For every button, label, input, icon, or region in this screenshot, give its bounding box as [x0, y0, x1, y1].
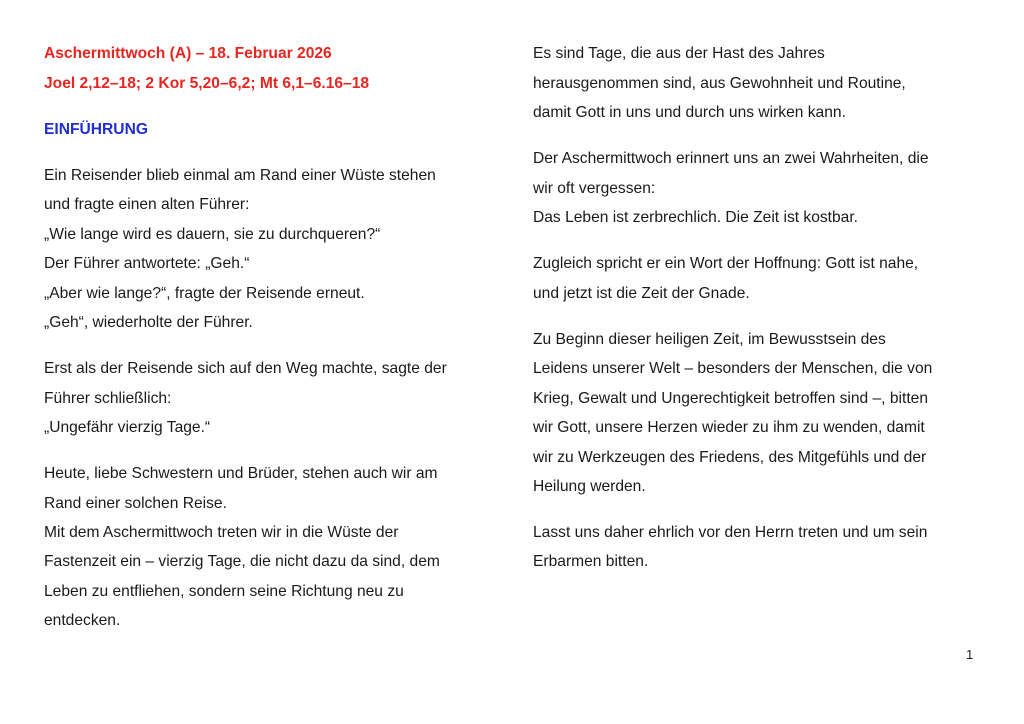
text-line: „Geh“, wiederholte der Führer.	[44, 314, 253, 331]
text-line: herausgenommen sind, aus Gewohnheit und Routine,	[533, 75, 906, 92]
text-line: Fastenzeit ein – vierzig Tage, die nicht dazu da sind, dem	[44, 553, 440, 570]
text-line: Leidens unserer Welt – besonders der Menschen, die von	[533, 360, 933, 377]
text-line: Zugleich spricht er ein Wort der Hoffnung: Gott ist nahe,	[533, 255, 919, 272]
page-number: 1	[966, 647, 974, 662]
heading-readings: Joel 2,12–18; 2 Kor 5,20–6,2; Mt 6,1–6.16–18	[44, 75, 370, 92]
text-line: wir zu Werkzeugen des Friedens, des Mitgefühls und der	[533, 449, 927, 466]
text-line: Zu Beginn dieser heiligen Zeit, im Bewusstsein des	[533, 331, 886, 348]
text-line: Der Führer antwortete: „Geh.“	[44, 255, 250, 272]
text-line: Der Aschermittwoch erinnert uns an zwei Wahrheiten, die	[533, 150, 929, 167]
text-line: damit Gott in uns und durch uns wirken kann.	[533, 104, 846, 121]
text-line: Erbarmen bitten.	[533, 553, 649, 570]
text-line: „Aber wie lange?“, fragte der Reisende erneut.	[44, 285, 365, 302]
text-line: entdecken.	[44, 612, 121, 629]
text-line: „Ungefähr vierzig Tage.“	[44, 419, 211, 436]
text-line: und jetzt ist die Zeit der Gnade.	[533, 285, 750, 302]
text-line: Es sind Tage, die aus der Hast des Jahres	[533, 45, 825, 62]
text-line: und fragte einen alten Führer:	[44, 196, 250, 213]
text-line: „Wie lange wird es dauern, sie zu durchqueren?“	[44, 226, 381, 243]
text-line: wir Gott, unsere Herzen wieder zu ihm zu wenden, damit	[533, 419, 925, 436]
text-line: Leben zu entfliehen, sondern seine Richtung neu zu	[44, 583, 404, 600]
text-line: Rand einer solchen Reise.	[44, 495, 227, 512]
text-line: wir oft vergessen:	[533, 180, 656, 197]
text-line: Erst als der Reisende sich auf den Weg machte, sagte der	[44, 360, 447, 377]
text-line: Heilung werden.	[533, 478, 646, 495]
heading-date: Aschermittwoch (A) – 18. Februar 2026	[44, 45, 332, 62]
text-line: Führer schließlich:	[44, 390, 172, 407]
section-title: EINFÜHRUNG	[44, 121, 148, 138]
text-line: Krieg, Gewalt und Ungerechtigkeit betroffen sind –, bitten	[533, 390, 928, 407]
text-line: Das Leben ist zerbrechlich. Die Zeit ist kostbar.	[533, 209, 859, 226]
text-line: Mit dem Aschermittwoch treten wir in die Wüste der	[44, 524, 399, 541]
text-line: Heute, liebe Schwestern und Brüder, stehen auch wir am	[44, 465, 438, 482]
text-line: Ein Reisender blieb einmal am Rand einer Wüste stehen	[44, 167, 436, 184]
text-line: Lasst uns daher ehrlich vor den Herrn treten und um sein	[533, 524, 928, 541]
